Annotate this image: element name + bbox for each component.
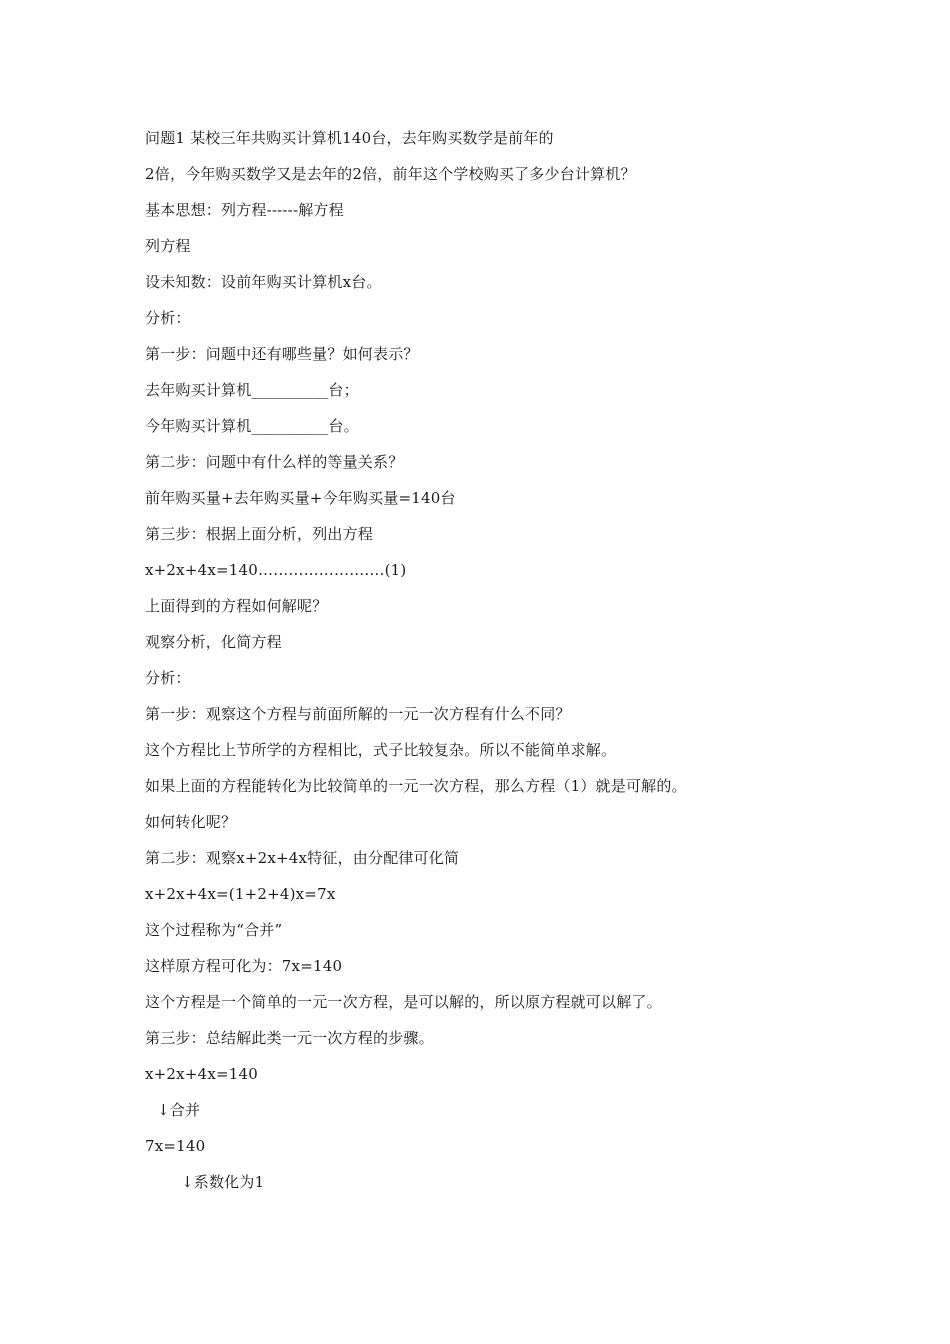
step-one-observe: 第一步：观察这个方程与前面所解的一元一次方程有什么不同？	[145, 705, 571, 723]
summary-equation-start: x+2x+4x=140	[145, 1065, 259, 1083]
analysis-label: 分析：	[145, 309, 191, 327]
set-unknown: 设未知数：设前年购买计算机x台。	[145, 273, 382, 291]
equality-relation: 前年购买量+去年购买量+今年购买量=140台	[145, 489, 456, 507]
summary-equation-combined: 7x=140	[145, 1137, 206, 1155]
complexity-note: 这个方程比上节所学的方程相比，式子比较复杂。所以不能简单求解。	[145, 741, 617, 759]
solvable-note: 这个方程是一个简单的一元一次方程，是可以解的，所以原方程就可以解了。	[145, 993, 662, 1011]
step-one-question: 第一步：问题中还有哪些量？如何表示？	[145, 345, 419, 363]
combine-step-arrow: ↓合并	[157, 1101, 201, 1119]
step-three-instruction: 第三步：根据上面分析，列出方程	[145, 525, 374, 543]
transform-note: 如果上面的方程能转化为比较简单的一元一次方程，那么方程（1）就是可解的。	[145, 777, 687, 795]
document-body	[145, 124, 845, 1204]
last-year-blank: 去年购买计算机__________台；	[145, 381, 359, 399]
this-year-blank: 今年购买计算机__________台。	[145, 417, 359, 435]
how-to-solve-question: 上面得到的方程如何解呢？	[145, 597, 328, 615]
how-to-transform: 如何转化呢？	[145, 813, 237, 831]
combine-term-note: 这个过程称为“合并”	[145, 921, 283, 939]
section-heading-equation: 列方程	[145, 237, 191, 255]
step-three-summary: 第三步：总结解此类一元一次方程的步骤。	[145, 1029, 434, 1047]
analysis-label-2: 分析：	[145, 669, 191, 687]
step-two-observe: 第二步：观察x+2x+4x特征，由分配律可化简	[145, 849, 460, 867]
distributive-simplification: x+2x+4x=(1+2+4)x=7x	[145, 885, 336, 903]
step-two-question: 第二步：问题中有什么样的等量关系？	[145, 453, 404, 471]
simplified-equation-note: 这样原方程可化为：7x=140	[145, 957, 343, 975]
observe-simplify: 观察分析，化简方程	[145, 633, 282, 651]
equation-1: x+2x+4x=140…………………….(1)	[145, 561, 407, 579]
coefficient-step-arrow: ↓系数化为1	[181, 1173, 265, 1191]
problem-statement-line-2: 2倍，今年购买数学又是去年的2倍，前年这个学校购买了多少台计算机？	[145, 165, 636, 183]
basic-idea: 基本思想：列方程------解方程	[145, 201, 344, 219]
problem-statement-line-1: 问题1 某校三年共购买计算机140台，去年购买数学是前年的	[145, 129, 554, 147]
